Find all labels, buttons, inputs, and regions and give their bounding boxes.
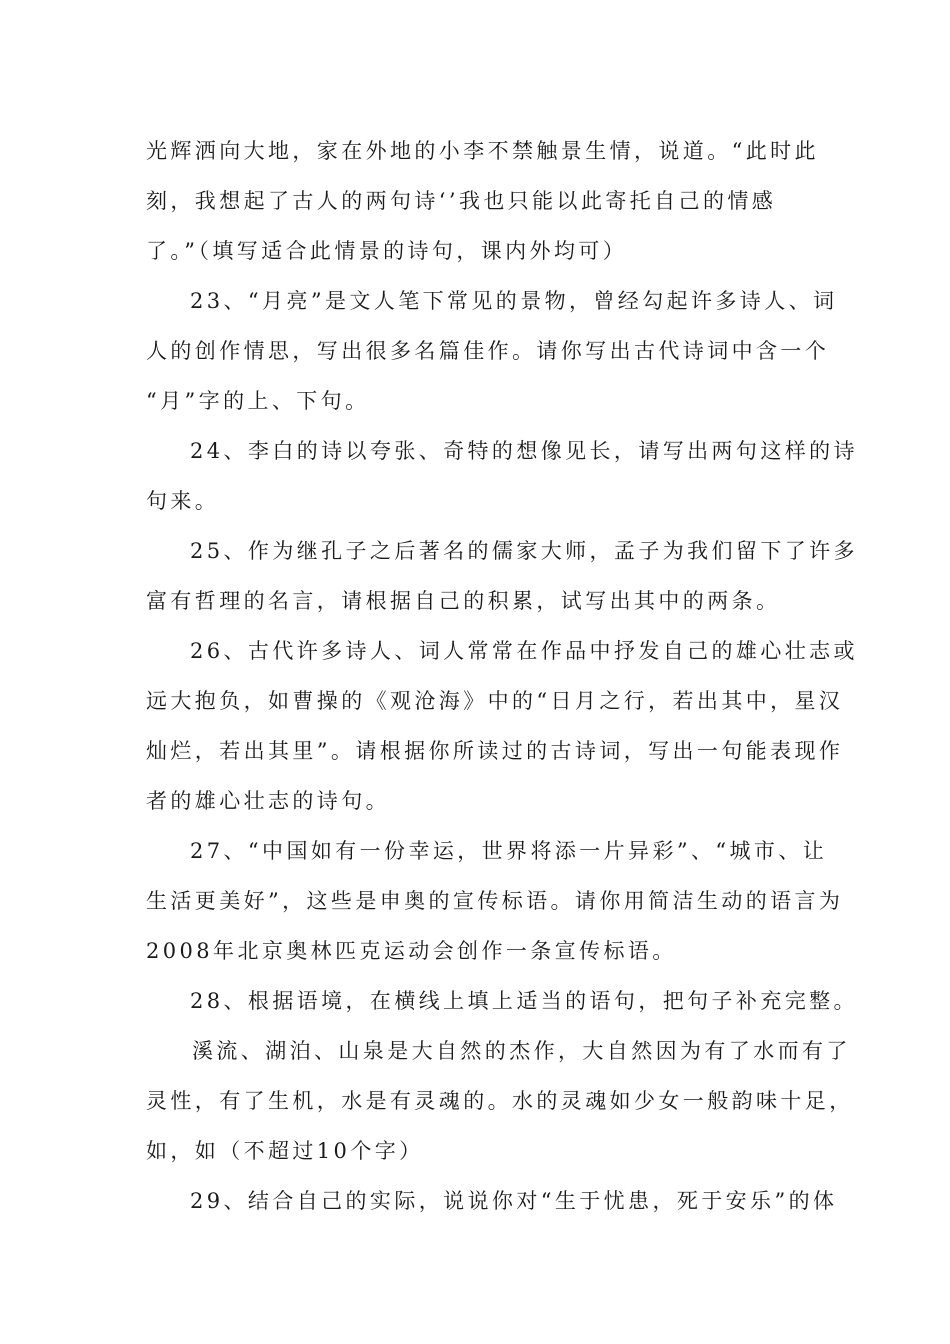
text-line: 句来。 [146, 489, 220, 513]
question-25: 25、作为继孔子之后著名的儒家大师，孟子为我们留下了许多 [190, 539, 858, 563]
question-26: 26、古代许多诗人、词人常常在作品中抒发自己的雄心壮志或 [190, 639, 858, 663]
text-line: 生活更美好”，这些是申奥的宣传标语。请你用简洁生动的语言为 [146, 889, 844, 913]
text-line: “月”字的上、下句。 [146, 389, 370, 413]
text-line: 远大抱负，如曹操的《观沧海》中的“日月之行，若出其中，星汉 [146, 689, 844, 713]
text-line: 如，如（不超过10个字） [146, 1139, 424, 1163]
question-29: 29、结合自己的实际，说说你对“生于忧患，死于安乐”的体 [190, 1189, 838, 1213]
text-line: 2008年北京奥林匹克运动会创作一条宣传标语。 [146, 939, 677, 963]
text-line: 灵性，有了生机，水是有灵魂的。水的灵魂如少女一般韵味十足， [146, 1089, 854, 1113]
text-line: 灿烂，若出其里”。请根据你所读过的古诗词，写出一句能表现作 [146, 739, 844, 763]
question-28: 28、根据语境，在横线上填上适当的语句，把句子补充完整。 [190, 989, 858, 1013]
text-line: 者的雄心壮志的诗句。 [146, 789, 390, 813]
question-27: 27、“中国如有一份幸运，世界将添一片异彩”、“城市、让 [190, 839, 828, 863]
text-line: 富有哲理的名言，请根据自己的积累，试写出其中的两条。 [146, 589, 781, 613]
question-24: 24、李白的诗以夸张、奇特的想像见长，请写出两句这样的诗 [190, 439, 858, 463]
text-line: 刻，我想起了古人的两句诗‘’我也只能以此寄托自己的情感 [146, 189, 777, 213]
text-line: 溪流、湖泊、山泉是大自然的杰作，大自然因为有了水而有了 [192, 1039, 851, 1063]
question-23: 23、“月亮”是文人笔下常见的景物，曾经勾起许多诗人、词 [190, 289, 838, 313]
text-line: 光辉洒向大地，家在外地的小李不禁触景生情，说道。“此时此 [146, 139, 819, 163]
text-line: 了。”（填写适合此情景的诗句，课内外均可） [146, 239, 628, 263]
text-line: 人的创作情思，写出很多名篇佳作。请你写出古代诗词中含一个 [146, 339, 830, 363]
